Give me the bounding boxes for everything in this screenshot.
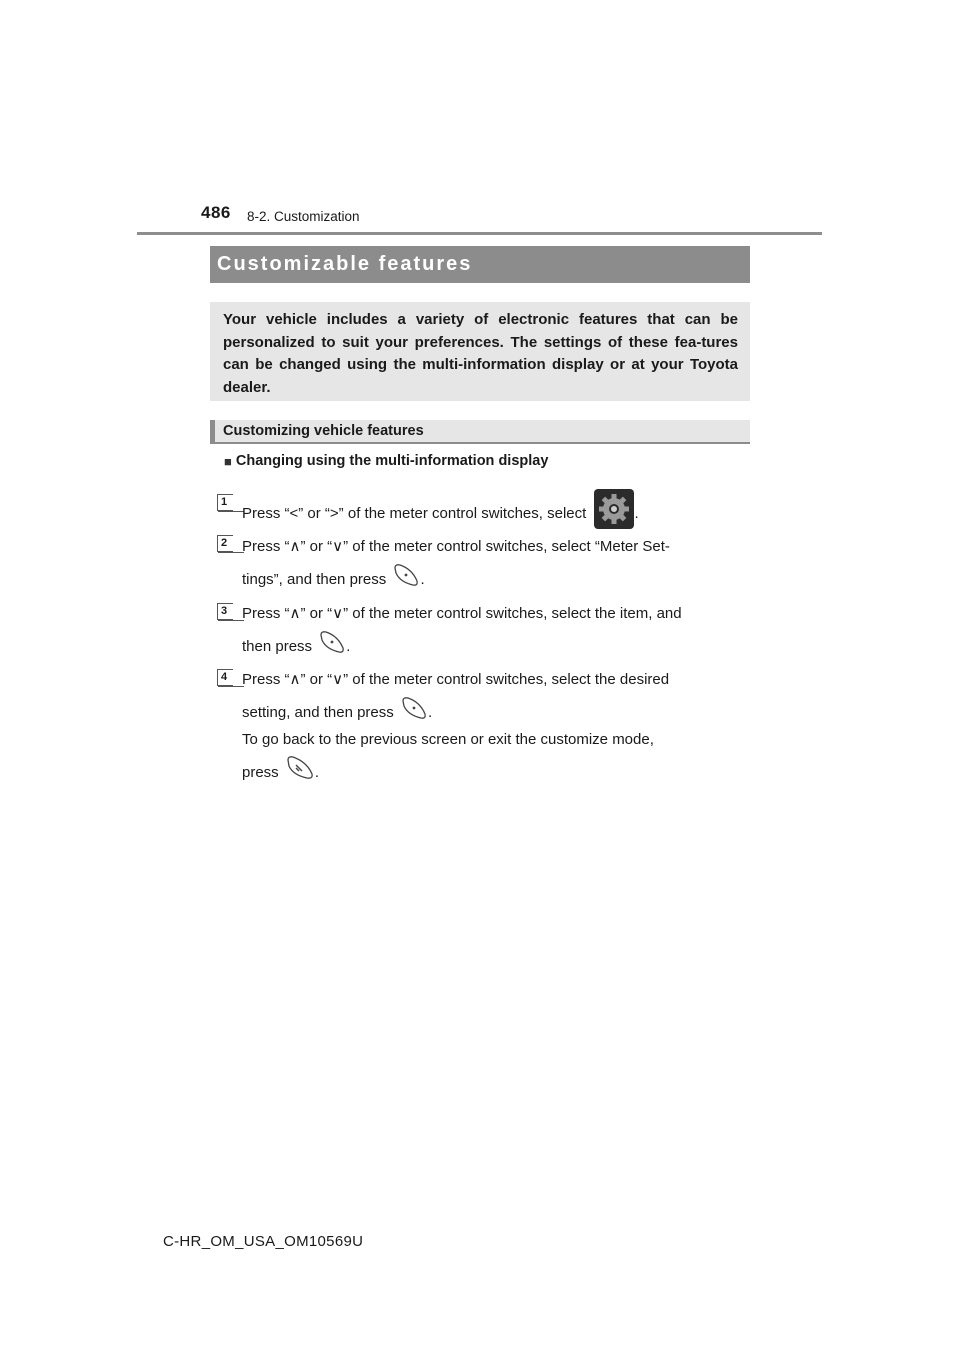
square-bullet-icon: ■ [224,453,232,469]
step-3-text: Press “∧” or “∨” of the meter control switches, select the item, and [242,605,682,622]
step-number-2: 2 [217,535,233,552]
step-4 [242,665,745,732]
section-reference: 8-2. Customization [247,209,360,224]
enter-button-icon [392,561,420,599]
note-text: To go back to the previous screen or exit the customize mode, [242,731,654,748]
subsection-heading [224,453,548,469]
note-text-cont: press [242,763,279,781]
step-2 [242,532,745,599]
step-4-text-cont: setting, and then press [242,703,394,721]
step-2-text: Press “∧” or “∨” of the meter control switches, select “Meter Set- [242,538,670,555]
step-number-3: 3 [217,603,233,620]
subheading-bar: Customizing vehicle features [210,420,750,444]
step-3-end: . [346,637,351,655]
subsection-title: Changing using the multi-information display [235,453,549,469]
step-4-text: Press “∧” or “∨” of the meter control switches, select the desired [242,671,670,688]
step-1-end: . [634,504,639,522]
intro-box: Your vehicle includes a variety of electronic features that can be personalized to suit your preferences. The settings of these fea-tures can be changed using the multi-information display or at your Toyota dealer. [210,302,750,401]
enter-button-icon [318,628,346,666]
step-number-1: 1 [217,494,233,511]
note-end: . [314,763,320,781]
back-note [242,725,745,792]
document-footer-code: C-HR_OM_USA_OM10569U [163,1233,364,1250]
step-4-end: . [427,703,433,721]
page-title: Customizable features [210,246,750,283]
step-3 [242,599,745,666]
step-2-text-cont: tings”, and then press [242,570,387,588]
step-1-text: Press “<” or “>” of the meter control switches, select [242,504,587,522]
step-number-4: 4 [217,669,233,686]
step-2-end: . [420,570,425,588]
header-rule [137,232,822,235]
back-button-icon [285,754,315,792]
page-number: 486 [201,203,231,222]
step-3-text-cont: then press [242,637,313,655]
